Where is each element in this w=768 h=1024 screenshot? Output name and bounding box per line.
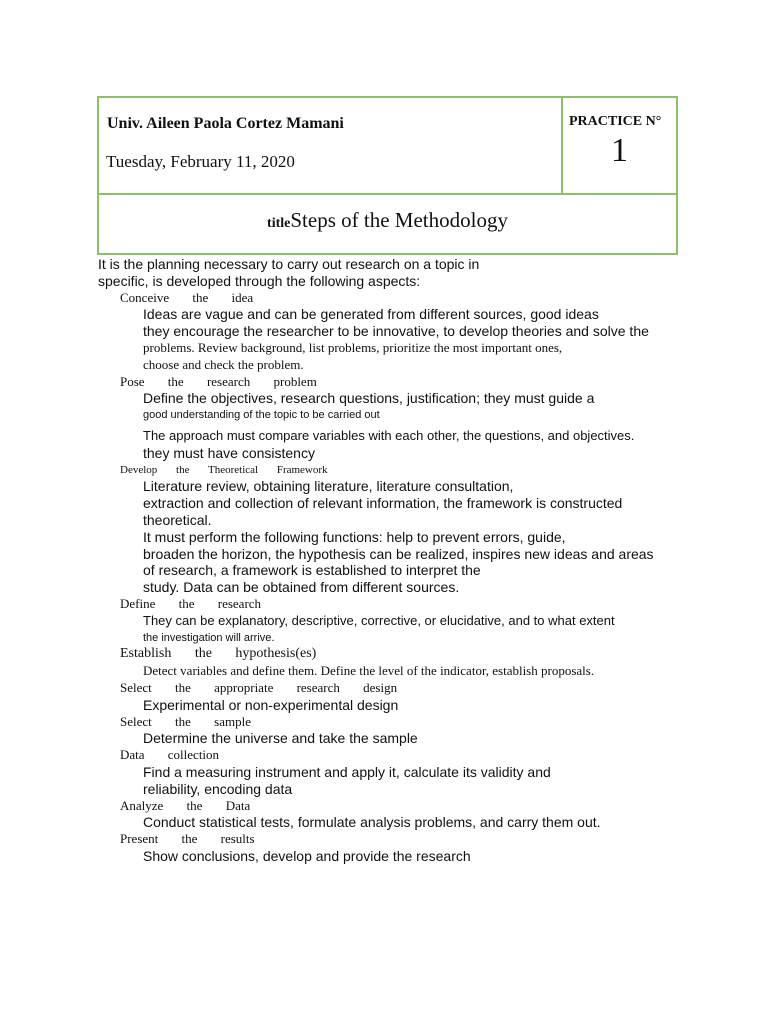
title-cell <box>97 193 678 255</box>
step-heading: Define the research <box>120 595 262 611</box>
step-text: they encourage the researcher to be innovative, to develop theories and solve the <box>143 323 649 340</box>
step-text: of research, a framework is established to interpret the <box>143 562 481 579</box>
step-text: the investigation will arrive. <box>143 631 275 644</box>
document-title <box>99 208 676 233</box>
practice-label: PRACTICE N° <box>569 114 662 129</box>
step-heading: Data collection <box>120 747 220 763</box>
header-table <box>97 96 678 255</box>
step-text: theoretical. <box>143 511 212 528</box>
step-text: Experimental or non-experimental design <box>143 696 399 713</box>
step-text: problems. Review background, list problems, prioritize the most important ones, <box>143 339 563 355</box>
step-text: Conduct statistical tests, formulate analysis problems, and carry them out. <box>143 814 601 831</box>
step-heading: Establish the hypothesis(es) <box>120 646 317 662</box>
step-text: extraction and collection of relevant information, the framework is constructed <box>143 495 623 512</box>
step-text: good understanding of the topic to be carried out <box>143 409 380 422</box>
step-heading: Select the appropriate research design <box>120 679 398 695</box>
step-text: Determine the universe and take the sample <box>143 730 418 747</box>
step-text: Literature review, obtaining literature, literature consultation, <box>143 478 514 495</box>
step-text: The approach must compare variables with each other, the questions, and objectives. <box>143 427 635 443</box>
step-text: Show conclusions, develop and provide the research <box>143 847 471 864</box>
step-heading: Develop the Theoretical Framework <box>120 463 328 476</box>
step-text: Detect variables and define them. Define the level of the indicator, establish proposals. <box>143 663 595 679</box>
step-heading: Present the results <box>120 831 255 847</box>
intro-line: It is the planning necessary to carry out research on a topic in <box>98 256 480 272</box>
step-text: Ideas are vague and can be generated from different sources, good ideas <box>143 306 599 323</box>
step-heading: Analyze the Data <box>120 797 251 813</box>
title-text: Steps of the Methodology <box>290 208 508 232</box>
step-text: They can be explanatory, descriptive, corrective, or elucidative, and to what extent <box>143 612 615 628</box>
author-cell <box>97 96 563 195</box>
document-date: Tuesday, February 11, 2020 <box>106 152 295 171</box>
step-text: broaden the horizon, the hypothesis can be realized, inspires new ideas and areas <box>143 545 654 562</box>
title-prefix: title <box>267 216 291 231</box>
step-heading: Pose the research problem <box>120 373 317 389</box>
document-body <box>97 256 717 865</box>
step-text: they must have consistency <box>143 444 315 461</box>
step-heading: Select the sample <box>120 713 251 729</box>
step-text: reliability, encoding data <box>143 780 293 797</box>
step-text: Define the objectives, research questions, justification; they must guide a <box>143 390 595 407</box>
step-text: choose and check the problem. <box>143 356 304 372</box>
author-name: Univ. Aileen Paola Cortez Mamani <box>107 115 344 132</box>
step-text: Find a measuring instrument and apply it, calculate its validity and <box>143 763 551 780</box>
step-text: study. Data can be obtained from different sources. <box>143 579 460 596</box>
practice-number: 1 <box>611 132 628 169</box>
intro-line: specific, is developed through the following aspects: <box>98 272 421 289</box>
step-heading: Conceive the idea <box>120 289 254 305</box>
practice-cell <box>561 96 678 195</box>
step-text: It must perform the following functions: help to prevent errors, guide, <box>143 528 566 545</box>
